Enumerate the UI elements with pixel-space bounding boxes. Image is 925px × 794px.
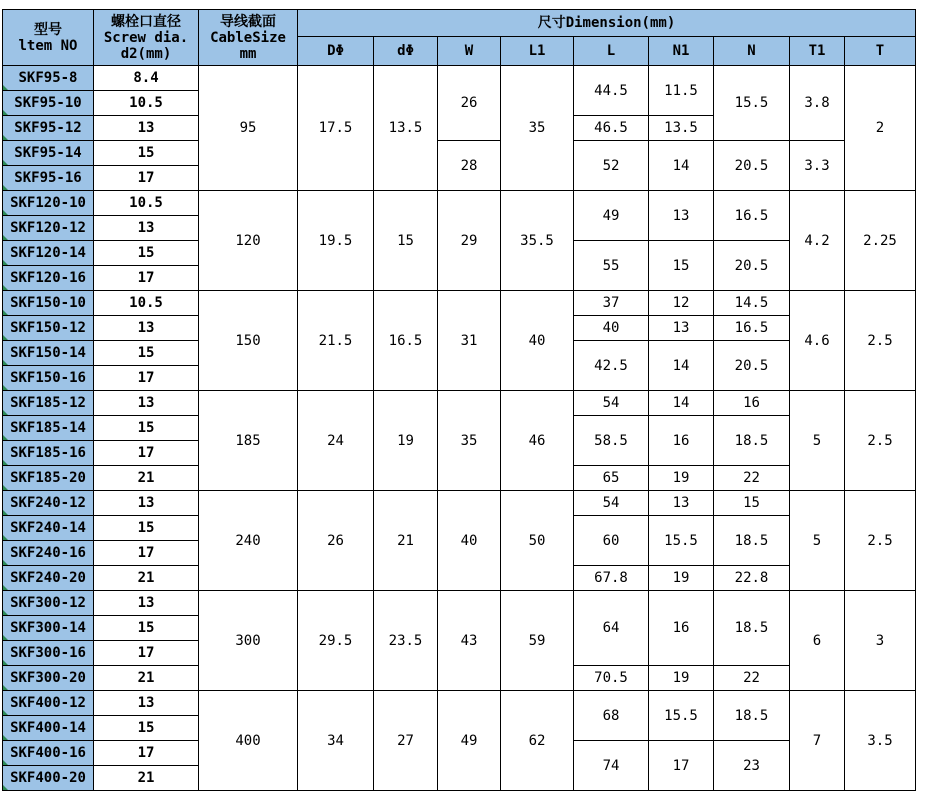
item-no-cell: SKF95-14 <box>3 141 94 166</box>
cable-size-cell: 95 <box>199 66 298 191</box>
screw-dia-cell: 17 <box>94 641 199 666</box>
item-no-cell: SKF95-12 <box>3 116 94 141</box>
header-col-T1: T1 <box>790 37 845 66</box>
L-cell: 42.5 <box>574 341 649 391</box>
screw-dia-cell: 21 <box>94 666 199 691</box>
T1-cell: 5 <box>790 391 845 491</box>
item-no-cell: SKF120-12 <box>3 216 94 241</box>
item-no-cell: SKF95-8 <box>3 66 94 91</box>
N-cell: 22 <box>714 666 790 691</box>
D-cell: 19.5 <box>298 191 374 291</box>
N-cell: 20.5 <box>714 141 790 191</box>
table-row <box>3 591 916 616</box>
N-cell: 15.5 <box>714 66 790 141</box>
header-col-T: T <box>845 37 916 66</box>
N1-cell: 13 <box>649 191 714 241</box>
N-cell: 23 <box>714 741 790 791</box>
cable-size-cell: 300 <box>199 591 298 691</box>
T-cell: 3 <box>845 591 916 691</box>
header-dimension: 尺寸Dimension(mm) <box>298 10 916 37</box>
D-cell: 24 <box>298 391 374 491</box>
W-cell: 29 <box>438 191 501 291</box>
L1-cell: 50 <box>501 491 574 591</box>
d-cell: 13.5 <box>374 66 438 191</box>
L-cell: 40 <box>574 316 649 341</box>
header-col-d: dΦ <box>374 37 438 66</box>
L-cell: 55 <box>574 241 649 291</box>
item-no-cell: SKF150-14 <box>3 341 94 366</box>
d-cell: 21 <box>374 491 438 591</box>
item-no-cell: SKF185-20 <box>3 466 94 491</box>
header-cable-unit: mm <box>239 45 257 62</box>
screw-dia-cell: 17 <box>94 441 199 466</box>
N-cell: 18.5 <box>714 591 790 666</box>
N1-cell: 19 <box>649 566 714 591</box>
D-cell: 29.5 <box>298 591 374 691</box>
header-screw-unit: d2(mm) <box>120 45 172 62</box>
T-cell: 2.5 <box>845 291 916 391</box>
W-cell: 49 <box>438 691 501 791</box>
screw-dia-cell: 15 <box>94 416 199 441</box>
table-row <box>3 66 916 91</box>
L-cell: 54 <box>574 391 649 416</box>
table-row <box>3 491 916 516</box>
screw-dia-cell: 17 <box>94 541 199 566</box>
screw-dia-cell: 13 <box>94 391 199 416</box>
L-cell: 52 <box>574 141 649 191</box>
T1-cell: 3.3 <box>790 141 845 191</box>
item-no-cell: SKF400-12 <box>3 691 94 716</box>
L-cell: 60 <box>574 516 649 566</box>
T1-cell: 4.2 <box>790 191 845 291</box>
item-no-cell: SKF120-10 <box>3 191 94 216</box>
screw-dia-cell: 13 <box>94 691 199 716</box>
D-cell: 21.5 <box>298 291 374 391</box>
L1-cell: 59 <box>501 591 574 691</box>
header-screw-cn: 螺栓口直径 <box>111 13 181 30</box>
table-row <box>3 191 916 216</box>
N1-cell: 19 <box>649 466 714 491</box>
N-cell: 22 <box>714 466 790 491</box>
screw-dia-cell: 17 <box>94 266 199 291</box>
L-cell: 46.5 <box>574 116 649 141</box>
N1-cell: 15.5 <box>649 516 714 566</box>
N-cell: 14.5 <box>714 291 790 316</box>
T-cell: 2.5 <box>845 491 916 591</box>
screw-dia-cell: 17 <box>94 166 199 191</box>
item-no-cell: SKF400-14 <box>3 716 94 741</box>
item-no-cell: SKF120-14 <box>3 241 94 266</box>
table-row <box>3 691 916 716</box>
L-cell: 37 <box>574 291 649 316</box>
header-item-en: ltem NO <box>18 37 78 54</box>
N1-cell: 12 <box>649 291 714 316</box>
header-cable-size <box>199 10 298 66</box>
item-no-cell: SKF185-12 <box>3 391 94 416</box>
N-cell: 20.5 <box>714 341 790 391</box>
header-cable-cn: 导线截面 <box>220 13 276 30</box>
header-col-W: W <box>438 37 501 66</box>
screw-dia-cell: 15 <box>94 616 199 641</box>
N-cell: 22.8 <box>714 566 790 591</box>
item-no-cell: SKF240-12 <box>3 491 94 516</box>
item-no-cell: SKF185-14 <box>3 416 94 441</box>
L-cell: 49 <box>574 191 649 241</box>
N1-cell: 15 <box>649 241 714 291</box>
screw-dia-cell: 13 <box>94 116 199 141</box>
T-cell: 3.5 <box>845 691 916 791</box>
item-no-cell: SKF240-20 <box>3 566 94 591</box>
N1-cell: 11.5 <box>649 66 714 116</box>
W-cell: 28 <box>438 141 501 191</box>
item-no-cell: SKF300-14 <box>3 616 94 641</box>
N-cell: 18.5 <box>714 516 790 566</box>
L-cell: 58.5 <box>574 416 649 466</box>
cable-size-cell: 150 <box>199 291 298 391</box>
D-cell: 17.5 <box>298 66 374 191</box>
L-cell: 70.5 <box>574 666 649 691</box>
L-cell: 74 <box>574 741 649 791</box>
cable-size-cell: 240 <box>199 491 298 591</box>
item-no-cell: SKF300-16 <box>3 641 94 666</box>
screw-dia-cell: 10.5 <box>94 91 199 116</box>
T-cell: 2 <box>845 66 916 191</box>
D-cell: 26 <box>298 491 374 591</box>
screw-dia-cell: 13 <box>94 591 199 616</box>
L1-cell: 35.5 <box>501 191 574 291</box>
D-cell: 34 <box>298 691 374 791</box>
item-no-cell: SKF400-16 <box>3 741 94 766</box>
header-col-N: N <box>714 37 790 66</box>
N-cell: 18.5 <box>714 691 790 741</box>
table-row <box>3 141 916 166</box>
L-cell: 68 <box>574 691 649 741</box>
T1-cell: 6 <box>790 591 845 691</box>
screw-dia-cell: 13 <box>94 316 199 341</box>
W-cell: 43 <box>438 591 501 691</box>
header-item-no <box>3 10 94 66</box>
screw-dia-cell: 21 <box>94 566 199 591</box>
d-cell: 23.5 <box>374 591 438 691</box>
screw-dia-cell: 15 <box>94 341 199 366</box>
T-cell: 2.5 <box>845 391 916 491</box>
screw-dia-cell: 13 <box>94 491 199 516</box>
N1-cell: 14 <box>649 141 714 191</box>
screw-dia-cell: 21 <box>94 466 199 491</box>
N1-cell: 17 <box>649 741 714 791</box>
item-no-cell: SKF185-16 <box>3 441 94 466</box>
L-cell: 64 <box>574 591 649 666</box>
d-cell: 19 <box>374 391 438 491</box>
N1-cell: 19 <box>649 666 714 691</box>
item-no-cell: SKF300-20 <box>3 666 94 691</box>
item-no-cell: SKF150-16 <box>3 366 94 391</box>
item-no-cell: SKF400-20 <box>3 766 94 791</box>
screw-dia-cell: 17 <box>94 741 199 766</box>
N-cell: 16 <box>714 391 790 416</box>
L-cell: 67.8 <box>574 566 649 591</box>
d-cell: 27 <box>374 691 438 791</box>
table-row <box>3 291 916 316</box>
T1-cell: 3.8 <box>790 66 845 141</box>
cable-size-cell: 400 <box>199 691 298 791</box>
W-cell: 31 <box>438 291 501 391</box>
header-cable-en: CableSize <box>210 29 286 46</box>
N-cell: 20.5 <box>714 241 790 291</box>
N1-cell: 15.5 <box>649 691 714 741</box>
header-col-L1: L1 <box>501 37 574 66</box>
spec-table <box>2 9 916 791</box>
screw-dia-cell: 13 <box>94 216 199 241</box>
L1-cell: 62 <box>501 691 574 791</box>
screw-dia-cell: 8.4 <box>94 66 199 91</box>
N1-cell: 13 <box>649 491 714 516</box>
header-item-cn: 型号 <box>34 21 62 38</box>
N1-cell: 16 <box>649 416 714 466</box>
L-cell: 54 <box>574 491 649 516</box>
screw-dia-cell: 21 <box>94 766 199 791</box>
N-cell: 16.5 <box>714 191 790 241</box>
W-cell: 40 <box>438 491 501 591</box>
item-no-cell: SKF95-10 <box>3 91 94 116</box>
L-cell: 44.5 <box>574 66 649 116</box>
screw-dia-cell: 15 <box>94 516 199 541</box>
item-no-cell: SKF150-10 <box>3 291 94 316</box>
screw-dia-cell: 15 <box>94 716 199 741</box>
d-cell: 15 <box>374 191 438 291</box>
N1-cell: 13 <box>649 316 714 341</box>
N1-cell: 16 <box>649 591 714 666</box>
L1-cell: 40 <box>501 291 574 391</box>
W-cell: 35 <box>438 391 501 491</box>
screw-dia-cell: 15 <box>94 241 199 266</box>
screw-dia-cell: 15 <box>94 141 199 166</box>
L1-cell: 46 <box>501 391 574 491</box>
header-screw-dia <box>94 10 199 66</box>
item-no-cell: SKF240-14 <box>3 516 94 541</box>
N-cell: 18.5 <box>714 416 790 466</box>
screw-dia-cell: 10.5 <box>94 291 199 316</box>
item-no-cell: SKF300-12 <box>3 591 94 616</box>
table-row <box>3 391 916 416</box>
N1-cell: 14 <box>649 341 714 391</box>
T1-cell: 5 <box>790 491 845 591</box>
screw-dia-cell: 17 <box>94 366 199 391</box>
item-no-cell: SKF120-16 <box>3 266 94 291</box>
cable-size-cell: 185 <box>199 391 298 491</box>
header-col-D: DΦ <box>298 37 374 66</box>
item-no-cell: SKF240-16 <box>3 541 94 566</box>
T1-cell: 7 <box>790 691 845 791</box>
d-cell: 16.5 <box>374 291 438 391</box>
N-cell: 16.5 <box>714 316 790 341</box>
N1-cell: 14 <box>649 391 714 416</box>
N1-cell: 13.5 <box>649 116 714 141</box>
cable-size-cell: 120 <box>199 191 298 291</box>
L1-cell: 35 <box>501 66 574 191</box>
T-cell: 2.25 <box>845 191 916 291</box>
screw-dia-cell: 10.5 <box>94 191 199 216</box>
header-screw-en: Screw dia. <box>103 29 189 46</box>
item-no-cell: SKF95-16 <box>3 166 94 191</box>
L-cell: 65 <box>574 466 649 491</box>
W-cell: 26 <box>438 66 501 141</box>
N-cell: 15 <box>714 491 790 516</box>
header-col-N1: N1 <box>649 37 714 66</box>
T1-cell: 4.6 <box>790 291 845 391</box>
header-col-L: L <box>574 37 649 66</box>
item-no-cell: SKF150-12 <box>3 316 94 341</box>
